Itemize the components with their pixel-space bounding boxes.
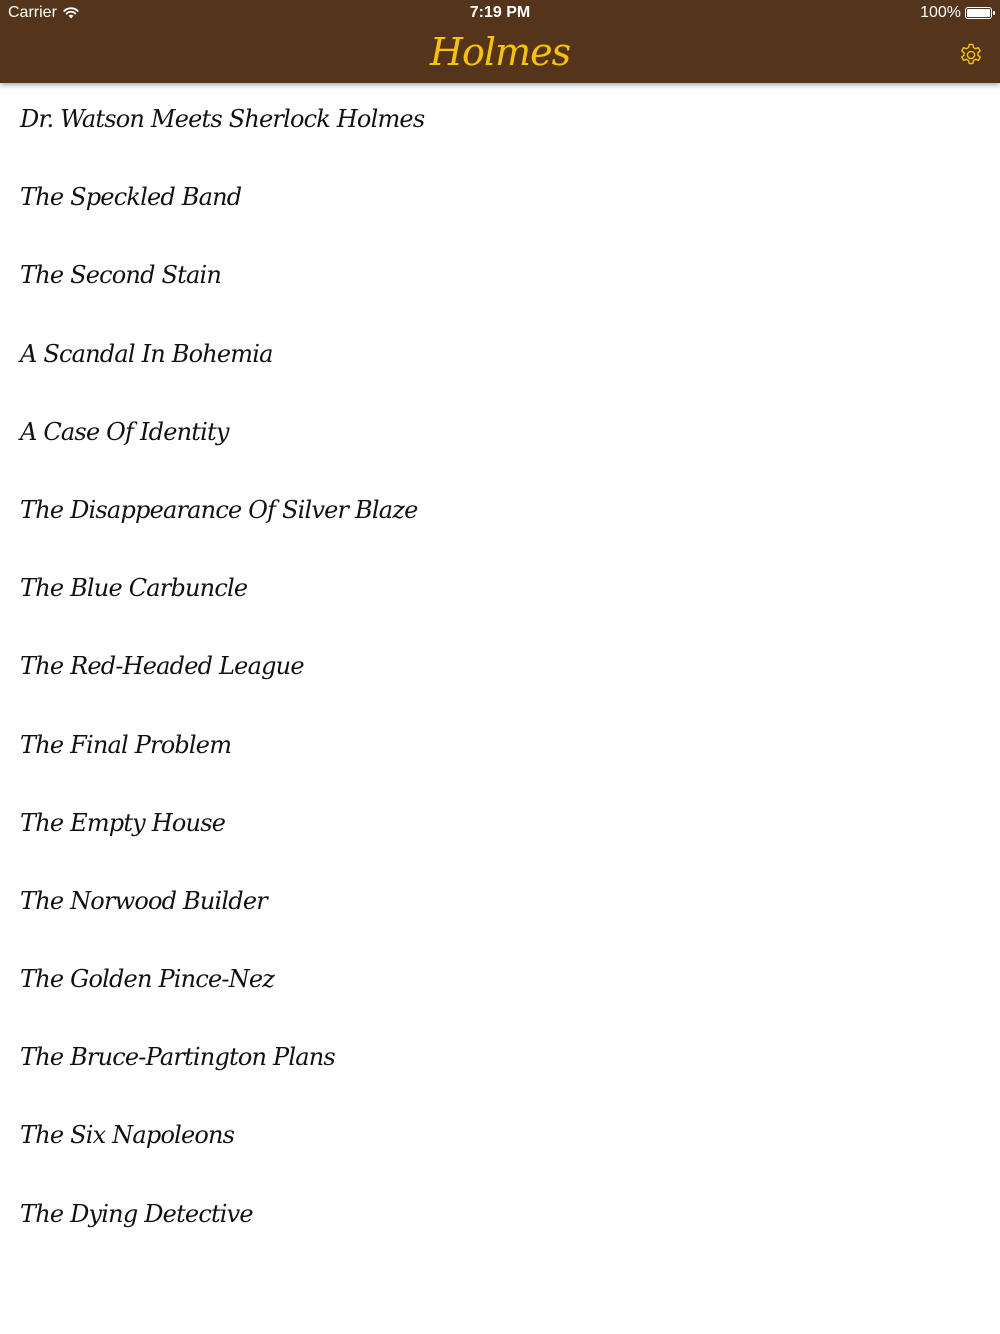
story-list-item[interactable]: The Bruce-Partington Plans bbox=[20, 1043, 335, 1072]
battery-icon bbox=[965, 7, 992, 19]
status-time: 7:19 PM bbox=[469, 4, 531, 21]
navigation-bar bbox=[0, 0, 1000, 83]
battery-fill bbox=[967, 9, 990, 17]
gear-icon bbox=[958, 42, 984, 68]
story-list-item[interactable]: The Empty House bbox=[20, 808, 226, 837]
story-list-item[interactable]: A Scandal In Bohemia bbox=[20, 339, 273, 368]
story-list-item[interactable]: The Disappearance Of Silver Blaze bbox=[20, 495, 418, 524]
story-list-item[interactable]: The Dying Detective bbox=[20, 1199, 253, 1228]
story-list-item[interactable]: The Blue Carbuncle bbox=[20, 574, 248, 603]
status-bar bbox=[0, 0, 1000, 28]
story-list-item[interactable]: The Speckled Band bbox=[20, 183, 242, 212]
page-title: Holmes bbox=[429, 30, 571, 74]
story-list bbox=[0, 83, 1000, 1256]
story-list-item[interactable]: Dr. Watson Meets Sherlock Holmes bbox=[20, 105, 425, 133]
story-list-item[interactable]: The Golden Pince-Nez bbox=[20, 965, 275, 994]
story-list-item[interactable]: A Case Of Identity bbox=[20, 417, 229, 446]
story-list-item[interactable]: The Norwood Builder bbox=[20, 886, 267, 915]
battery-indicator bbox=[920, 4, 992, 22]
battery-percent: 100% bbox=[920, 4, 961, 21]
settings-button[interactable] bbox=[958, 42, 984, 68]
story-list-item[interactable]: The Final Problem bbox=[20, 730, 232, 759]
story-list-item[interactable]: The Red-Headed League bbox=[20, 652, 304, 681]
story-list-item[interactable]: The Second Stain bbox=[20, 261, 222, 290]
story-list-item[interactable]: The Six Napoleons bbox=[20, 1121, 235, 1150]
carrier-label: Carrier bbox=[8, 4, 57, 21]
